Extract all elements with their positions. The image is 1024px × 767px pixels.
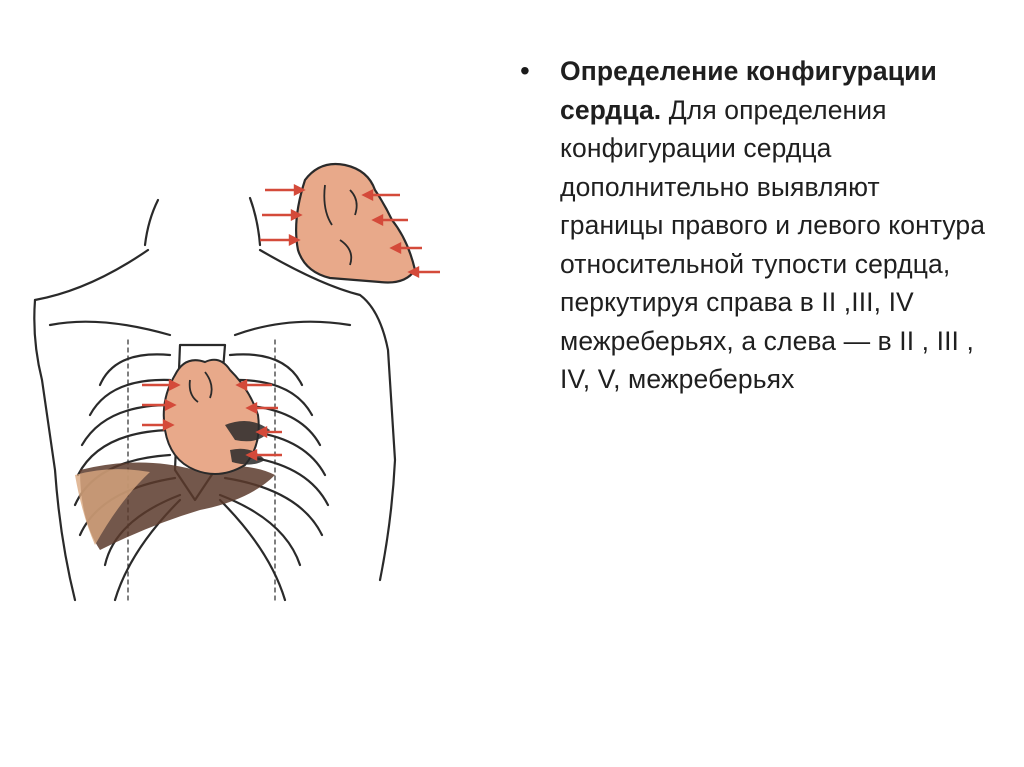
bullet-text: [560, 52, 990, 399]
bullet-marker: •: [520, 55, 530, 86]
bullet-list: [520, 52, 990, 399]
bullet-title: Определение конфигурации сердца.: [560, 56, 937, 125]
chest-percussion-illustration: [20, 140, 450, 610]
list-item: [520, 52, 990, 399]
bullet-body: Для определения конфигурации сердца дополнительно выявляют границы правого и левого контура относительной тупости сердца, перкутируя справа в II ,III, IV межреберьях, а слева — в II , III , IV, V, межреберьях: [560, 94, 986, 394]
